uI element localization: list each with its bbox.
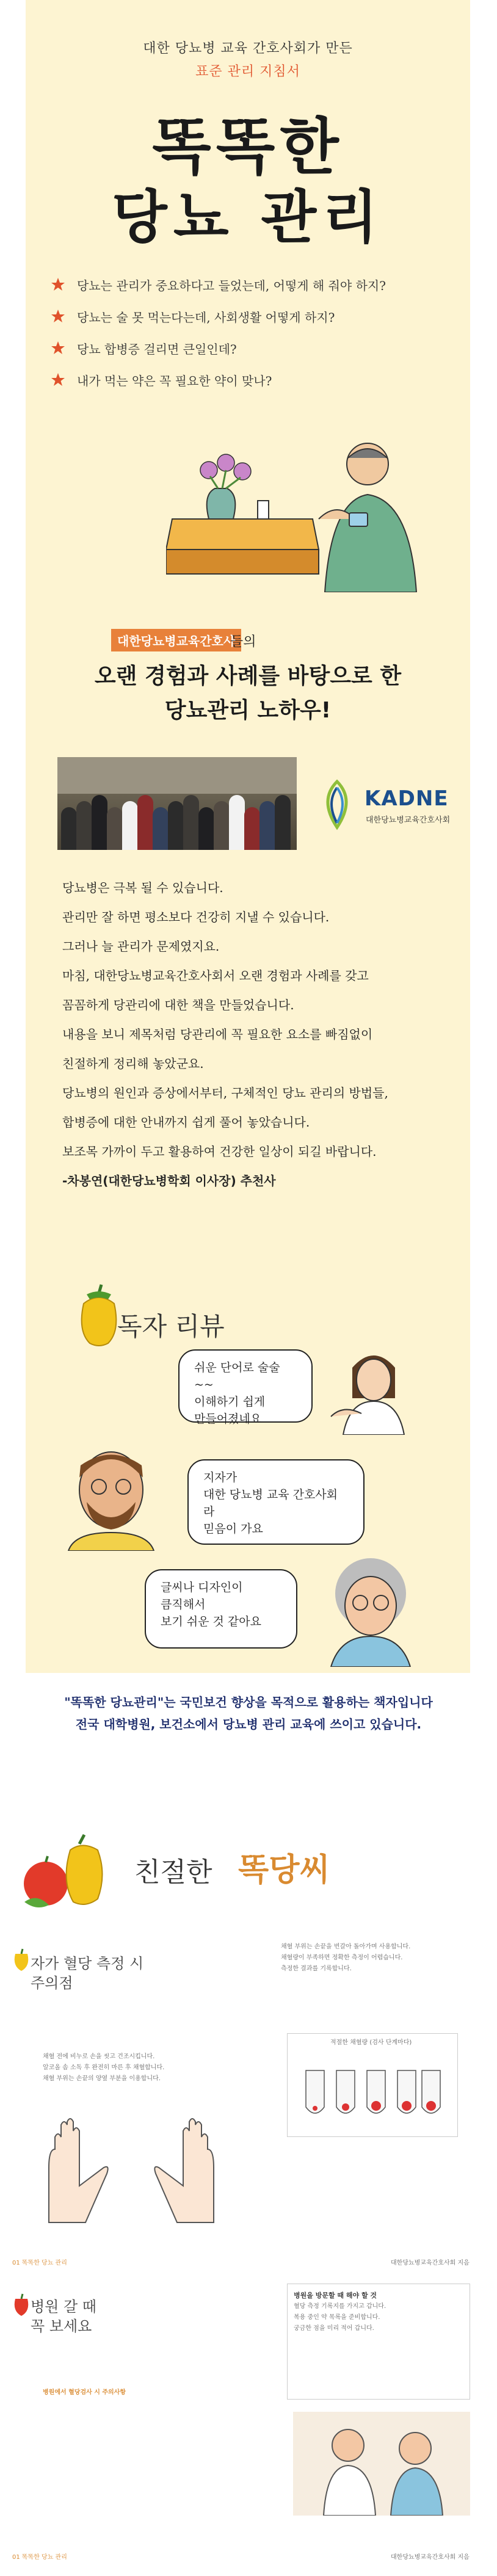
body-line: 당뇨병의 원인과 증상에서부터, 구체적인 당뇨 관리의 방법들, [62,1086,388,1100]
body-line: 보조목 가까이 두고 활용하여 건강한 일상이 되길 바랍니다. [62,1144,377,1159]
spread2-left-notes [43,2387,226,2398]
photo-person [183,795,199,850]
photo-person [61,807,77,850]
spread2-heading: 병원 갈 때 꼭 보세요 [31,2298,96,2335]
note-line: 채혈 부위는 손끝의 양옆 부분을 이용합니다. [43,2075,161,2082]
photo-backdrop [57,757,297,794]
photo-person [275,795,291,850]
body-line: 합병증에 대한 안내까지 쉽게 풀어 놓았습니다. [62,1115,310,1130]
organization-tag-suffix: 들의 [230,634,256,650]
box-title: 병원을 방문할 때 해야 할 것 [294,2291,377,2299]
note-line: 복용 중인 약 목록을 준비합니다. [294,2314,380,2321]
photo-person [137,795,153,850]
photo-person [198,807,214,850]
review-line: 쉬운 단어로 술술~~ [194,1361,280,1391]
review-line: 보기 쉬운 것 같아요 [161,1615,261,1628]
book-title-line1: 똑똑한 [152,111,344,183]
note-line: 궁금한 점을 미리 적어 갑니다. [294,2325,374,2332]
footer-note-line2: 전국 대학병원, 보건소에서 당뇨병 관리 교육에 쓰이고 있습니다. [75,1717,422,1732]
promo-footer-note [0,1691,497,1735]
bell-pepper-icon [74,1282,123,1349]
headline-line2: 당뇨관리 노하우! [164,698,332,723]
review-bubble [145,1569,297,1649]
spread1-notes [43,2052,226,2084]
photo-person [259,801,275,850]
spread2-box [287,2284,470,2400]
body-line: 당뇨병은 극복 될 수 있습니다. [62,880,223,895]
body-line: 친절하게 정리해 놓았군요. [62,1056,204,1071]
recommendation-text [62,873,453,1195]
body-line: 관리만 잘 하면 평소보다 건강히 지낼 수 있습니다. [62,910,330,924]
photo-person [229,795,245,850]
question-item [50,364,441,396]
photo-person [168,801,184,850]
review-bubble [178,1349,313,1426]
recommender-signature: -차봉연(대한당뇨병학회 이사장) 추천사 [62,1174,276,1188]
photo-person [214,801,230,850]
note-line: 채혈량이 부족하면 정확한 측정이 어렵습니다. [281,1954,403,1961]
star-icon [50,372,66,388]
question-item [50,300,441,332]
pepper-bullet-icon [12,2293,31,2317]
fruit-vegetable-icon [12,1826,122,1917]
body-line: 내용을 보니 제목처럼 당관리에 꼭 필요한 요소를 빠짐없이 [62,1027,373,1042]
photo-person [122,801,138,850]
headline-line1: 오랜 경험과 사례를 바탕으로 한 [94,664,402,689]
hands-diagram [37,2113,226,2235]
question-list [50,269,441,396]
star-icon [50,277,66,292]
review-line: 큼직해서 [161,1598,206,1611]
kadne-subtitle: 대한당뇨병교육간호사회 [366,816,451,825]
photo-person [76,801,92,850]
pepper-bullet-icon [12,1948,31,1972]
footer-note-line1: "똑똑한 당뇨관리"는 국민보건 향상을 목적으로 활용하는 책자입니다 [64,1695,433,1710]
review-line: 글씨나 디자인이 [161,1581,243,1594]
body-line: 마침, 대한당뇨병교육간호사회서 오랜 경험과 사례를 갖고 [62,968,369,983]
man-reader-illustration [50,1441,172,1551]
review-section-title: 독자 리뷰 [117,1312,225,1341]
question-text: 내가 먹는 약은 꼭 필요한 약이 맞나? [77,373,272,388]
woman-reader-illustration [319,1343,429,1435]
blood-drop-samples [300,2058,446,2125]
tubes-caption: 적절한 채혈량 (검사 단계마다) [330,2039,412,2046]
kadne-emblem-icon [313,775,361,836]
organization-tag: 대한당뇨병교육간호사 [111,629,241,651]
photo-person [92,795,107,850]
star-icon [50,308,66,324]
review-line: 믿음이 가요 [203,1522,263,1536]
note-title: 병원에서 혈당검사 시 주의사항 [43,2389,126,2396]
section2-title-accent: 똑당씨 [238,1852,330,1888]
page-footer-left: 01 똑똑한 당뇨 관리 [12,2554,67,2561]
page-footer-right: 대한당뇨병교육간호사회 지음 [391,2260,470,2266]
question-text: 당뇨는 술 못 먹는다는데, 사회생활 어떻게 하지? [77,310,335,325]
photo-person [107,807,123,850]
review-line: 지자가 [203,1471,238,1484]
question-item [50,332,441,364]
note-line: 채혈 부위는 손끝을 번갈아 돌아가며 사용합니다. [281,1943,411,1950]
page-footer-left: 01 똑똑한 당뇨 관리 [12,2260,67,2266]
review-bubble [187,1459,365,1545]
review-line: 만들어졌네요 [194,1412,262,1426]
body-line: 그러나 늘 관리가 문제였지요. [62,939,220,954]
headline-quote [26,659,470,728]
note-line: 혈당 측정 기록지를 가지고 갑니다. [294,2303,386,2310]
spread1-right-notes [281,1942,464,1975]
kadne-logo [313,775,459,836]
question-text: 당뇨 합병증 걸리면 큰일인데? [77,341,237,357]
senior-woman-reader-illustration [313,1551,429,1667]
spread1-heading: 자가 혈당 측정 시 주의점 [31,1955,144,1992]
kadne-wordmark: KADNE [365,786,449,811]
note-line: 측정한 결과를 기록합니다. [281,1965,352,1972]
man-with-medicine-illustration [166,427,423,592]
photo-person [153,807,169,850]
star-icon [50,340,66,356]
question-text: 당뇨는 관리가 중요하다고 들었는데, 어떻게 해 줘야 하지? [77,278,386,293]
group-photo [57,757,297,850]
tubes-figure [287,2033,458,2137]
note-line: 채혈 전에 비누로 손을 씻고 건조시킵니다. [43,2053,155,2060]
photo-person [244,807,260,850]
book-title-line2: 당뇨 관리 [112,184,384,251]
note-line: 알코올 솜 소독 후 완전히 마른 후 채혈합니다. [43,2064,165,2071]
doctor-patient-illustration [293,2412,470,2516]
question-item [50,269,441,300]
body-line: 꼼꼼하게 당관리에 대한 책을 만들었습니다. [62,998,294,1012]
review-line: 이해하기 쉽게 [194,1395,266,1409]
promo-panel [26,0,470,1673]
book-preview-section [0,1771,497,2576]
review-line: 대한 당뇨병 교육 간호사회라 [203,1488,338,1518]
promo-subhead-accent: 표준 관리 지침서 [195,64,300,79]
section2-title: 친절한 [134,1857,212,1888]
page-footer-right: 대한당뇨병교육간호사회 지음 [391,2554,470,2561]
promo-subhead: 대한 당뇨병 교육 간호사회가 만든 [143,41,353,56]
